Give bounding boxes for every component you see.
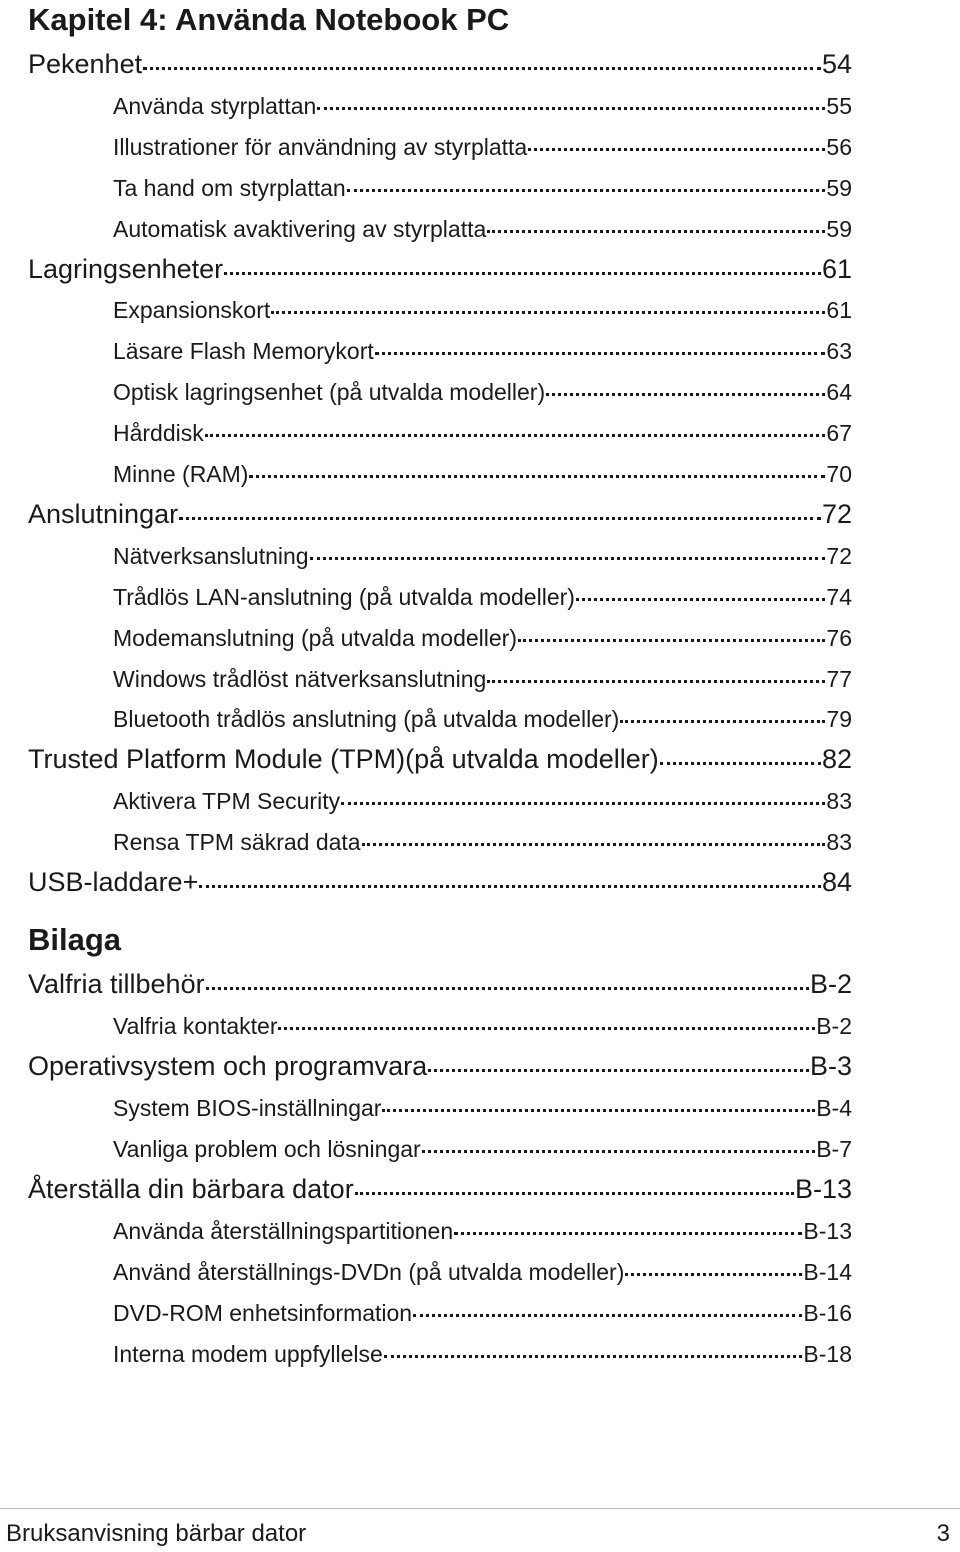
toc-entry-title: Använda återställningspartitionen xyxy=(113,1218,454,1244)
toc-entry-title: Pekenhet xyxy=(28,49,143,79)
toc-dot-leader xyxy=(625,1273,802,1276)
toc-dot-leader xyxy=(224,272,821,275)
toc-entry[interactable] xyxy=(113,336,852,366)
toc-entry-title: Hårddisk xyxy=(113,420,204,446)
toc-dot-leader xyxy=(205,434,826,437)
toc-dot-leader xyxy=(271,311,825,314)
toc-entry[interactable] xyxy=(113,91,852,121)
appendix-heading: Bilaga xyxy=(28,922,122,957)
toc-entry[interactable] xyxy=(28,864,852,900)
toc-entry-title: Återställa din bärbara dator xyxy=(28,1174,354,1204)
toc-entry-title: Trusted Platform Module (TPM)(på utvalda modeller) xyxy=(28,744,659,774)
toc-entry-page: B-3 xyxy=(809,1051,852,1081)
toc-entry-page: B-2 xyxy=(816,1013,852,1039)
toc-dot-leader xyxy=(422,1150,815,1153)
toc-entry[interactable] xyxy=(113,664,852,694)
toc-entry-title: Valfria tillbehör xyxy=(28,969,205,999)
toc-entry-title: Operativsystem och programvara xyxy=(28,1051,428,1081)
toc-dot-leader xyxy=(546,393,825,396)
toc-entry-page: 79 xyxy=(826,706,852,732)
toc-entry-page: 64 xyxy=(826,379,852,405)
toc-entry-title: Windows trådlöst nätverksanslutning xyxy=(113,666,487,692)
footer-page-number: 3 xyxy=(936,1520,950,1547)
toc-entry[interactable] xyxy=(113,1298,852,1328)
toc-entry[interactable] xyxy=(113,623,852,653)
toc-entry-title: Optisk lagringsenhet (på utvalda modeller) xyxy=(113,379,546,405)
toc-entry[interactable] xyxy=(113,295,852,325)
toc-dot-leader xyxy=(518,639,825,642)
toc-dot-leader xyxy=(355,1192,794,1195)
toc-entry-title: Anslutningar xyxy=(28,499,179,529)
toc-dot-leader xyxy=(362,843,826,846)
toc-entry-title: Använd återställnings-DVDn (på utvalda modeller) xyxy=(113,1259,625,1285)
toc-dot-leader xyxy=(375,352,826,355)
toc-entry-title: USB-laddare+ xyxy=(28,867,199,897)
toc-entry-page: 67 xyxy=(826,420,852,446)
toc-entry-title: Expansionskort xyxy=(113,297,271,323)
toc-entry[interactable] xyxy=(28,46,852,82)
toc-entry-title: Läsare Flash Memorykort xyxy=(113,338,374,364)
footer-divider xyxy=(0,1508,960,1509)
toc-entry-page: 72 xyxy=(826,543,852,569)
toc-dot-leader xyxy=(206,987,809,990)
toc-dot-leader xyxy=(576,598,825,601)
toc-entry-page: 70 xyxy=(826,461,852,487)
toc-entry-title: Valfria kontakter xyxy=(113,1013,278,1039)
toc-dot-leader xyxy=(413,1314,802,1317)
toc-dot-leader xyxy=(454,1232,802,1235)
toc-entry[interactable] xyxy=(28,251,852,287)
toc-entry-page: B-7 xyxy=(816,1136,852,1162)
toc-entry[interactable] xyxy=(28,496,852,532)
toc-entry-title: Illustrationer för användning av styrplatta xyxy=(113,134,528,160)
toc-entry-title: Vanliga problem och lösningar xyxy=(113,1136,421,1162)
toc-dot-leader xyxy=(487,230,825,233)
toc-entry[interactable] xyxy=(113,173,852,203)
footer-document-title: Bruksanvisning bärbar dator xyxy=(6,1520,307,1547)
toc-entry-page: B-13 xyxy=(794,1174,852,1204)
toc-entry-page: 56 xyxy=(826,134,852,160)
toc-entry[interactable] xyxy=(113,418,852,448)
toc-entry-title: DVD-ROM enhetsinformation xyxy=(113,1300,413,1326)
toc-dot-leader xyxy=(179,517,821,520)
toc-entry-page: 74 xyxy=(826,584,852,610)
toc-entry[interactable] xyxy=(113,1339,852,1369)
toc-dot-leader xyxy=(660,762,821,765)
toc-entry-title: Interna modem uppfyllelse xyxy=(113,1341,383,1367)
toc-entry[interactable] xyxy=(113,459,852,489)
toc-entry[interactable] xyxy=(113,1134,852,1164)
toc-dot-leader xyxy=(428,1069,809,1072)
toc-dot-leader xyxy=(310,557,826,560)
toc-entry[interactable] xyxy=(28,966,852,1002)
toc-entry-page: 83 xyxy=(826,829,852,855)
toc-entry-page: 63 xyxy=(826,338,852,364)
toc-entry[interactable] xyxy=(113,214,852,244)
toc-dot-leader xyxy=(249,475,825,478)
toc-entry[interactable] xyxy=(113,377,852,407)
toc-entry-page: 77 xyxy=(826,666,852,692)
toc-entry[interactable] xyxy=(113,582,852,612)
toc-entry[interactable] xyxy=(113,541,852,571)
toc-dot-leader xyxy=(620,720,825,723)
toc-entry[interactable] xyxy=(113,1257,852,1287)
toc-entry-page: B-14 xyxy=(803,1259,852,1285)
toc-entry-page: B-2 xyxy=(809,969,852,999)
toc-entry-page: 84 xyxy=(821,867,852,897)
toc-entry-page: 72 xyxy=(821,499,852,529)
toc-entry[interactable] xyxy=(113,1011,852,1041)
toc-dot-leader xyxy=(278,1027,815,1030)
toc-entry-title: Automatisk avaktivering av styrplatta xyxy=(113,216,487,242)
toc-entry-title: Aktivera TPM Security xyxy=(113,788,341,814)
toc-dot-leader xyxy=(143,67,821,70)
toc-entry[interactable] xyxy=(113,132,852,162)
toc-entry-title: Nätverksanslutning xyxy=(113,543,309,569)
toc-dot-leader xyxy=(199,885,821,888)
toc-entry-title: Trådlös LAN-anslutning (på utvalda modeller) xyxy=(113,584,575,610)
toc-entry[interactable] xyxy=(28,741,852,777)
toc-dot-leader xyxy=(317,107,825,110)
toc-entry-page: 83 xyxy=(826,788,852,814)
toc-entry-page: B-4 xyxy=(816,1095,852,1121)
toc-entry-title: Använda styrplattan xyxy=(113,93,317,119)
toc-entry-page: 82 xyxy=(821,744,852,774)
toc-entry[interactable] xyxy=(113,1216,852,1246)
toc-entry-page: B-18 xyxy=(803,1341,852,1367)
toc-dot-leader xyxy=(487,680,825,683)
toc-entry-page: B-13 xyxy=(803,1218,852,1244)
toc-entry[interactable] xyxy=(113,786,852,816)
toc-entry-title: Rensa TPM säkrad data xyxy=(113,829,361,855)
toc-entry-title: Minne (RAM) xyxy=(113,461,249,487)
toc-entry[interactable] xyxy=(113,827,852,857)
toc-dot-leader xyxy=(528,148,825,151)
toc-dot-leader xyxy=(384,1355,803,1358)
toc-entry-page: 54 xyxy=(821,49,852,79)
toc-entry[interactable] xyxy=(28,1048,852,1084)
toc-entry-page: 59 xyxy=(826,216,852,242)
toc-dot-leader xyxy=(341,802,825,805)
toc-dot-leader xyxy=(382,1109,815,1112)
toc-entry-page: 76 xyxy=(826,625,852,651)
toc-entry[interactable] xyxy=(113,704,852,734)
toc-entry-page: 61 xyxy=(826,297,852,323)
toc-entry[interactable] xyxy=(28,1171,852,1207)
toc-dot-leader xyxy=(347,189,826,192)
toc-entry-title: System BIOS-inställningar xyxy=(113,1095,382,1121)
toc-entry-title: Modemanslutning (på utvalda modeller) xyxy=(113,625,517,651)
chapter-heading: Kapitel 4: Använda Notebook PC xyxy=(28,2,510,37)
toc-entry-title: Ta hand om styrplattan xyxy=(113,175,346,201)
toc-entry-page: B-16 xyxy=(803,1300,852,1326)
toc-entry-page: 61 xyxy=(821,254,852,284)
toc-entry-page: 59 xyxy=(826,175,852,201)
toc-entry-page: 55 xyxy=(826,93,852,119)
toc-entry[interactable] xyxy=(113,1093,852,1123)
toc-entry-title: Lagringsenheter xyxy=(28,254,224,284)
toc-entry-title: Bluetooth trådlös anslutning (på utvalda modeller) xyxy=(113,706,620,732)
